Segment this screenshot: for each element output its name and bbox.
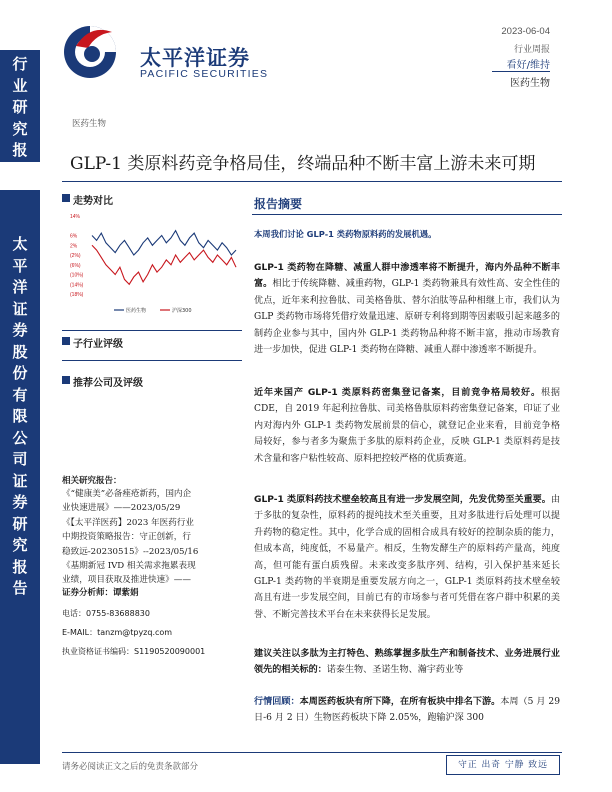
related-line: 稳致远-20230515》--2023/05/16 xyxy=(62,547,199,557)
header-sector: 医药生物 xyxy=(510,78,550,89)
series-line xyxy=(92,231,236,255)
paragraph-4-highlight: 建议关注以多肽为主打特色、熟练掌握多肽生产和制备技术、业务进展行业领先的相关标的： xyxy=(254,649,560,676)
paragraph-5-text: 本周（5 月 29 日-6 月 2 日）生物医药板块下降 2.05%，跑输沪深 300 xyxy=(254,697,560,724)
side-band-top-text: 行业研究报告 xyxy=(12,55,28,181)
page-title: GLP-1 类原料药竞争格局佳，终端品种不断丰富上游未来可期 xyxy=(70,154,536,174)
summary-divider xyxy=(252,214,562,215)
legend-label: 医药生物 xyxy=(126,308,147,314)
recommend-heading: 推荐公司及评级 xyxy=(73,378,143,389)
title-divider xyxy=(62,181,562,182)
sub-rating-heading: 子行业评级 xyxy=(73,339,123,350)
related-line: 《基期新冠 IVD 相关需求拖累表现 xyxy=(62,561,196,571)
paragraph-3-text: 由于多肽的复杂性，原料药的提纯技术至关重要，且对多肽进行后处理可以提升药物的稳定性。其中，化学合成的固相合成具有较好的控制杂质的能力，但成本高，纯度低，不易量产。相反，生物发酵生产的原料药产量高，纯度高，但可能有蛋白质残留。未来改变多肽序列、结构，引入保护基来延长 GLP-1 类药物的半衰期是重要发展方向之一，GLP-1 类原料药技术壁垒较高且有进一步发展空间，目前已有的市场参与者可凭借在客户群中积累的美誉、不断完善技术平台在未来获得长足发展。 xyxy=(254,495,560,620)
legend-label: 沪深300 xyxy=(172,308,192,314)
header-divider xyxy=(492,71,550,72)
related-line: 《“健康美”必备痤疮新药，国内企 xyxy=(62,489,192,499)
paragraph-3-highlight: GLP-1 类原料药技术壁垒较高且有进一步发展空间，先发优势至关重要。 xyxy=(254,495,551,505)
paragraph-4-text: 诺泰生物、圣诺生物、瀚宇药业等 xyxy=(326,665,464,676)
trend-bullet xyxy=(62,194,70,202)
summary-paragraph-2 xyxy=(254,385,560,467)
y-tick-label: (18%) xyxy=(70,292,84,298)
summary-title: 报告摘要 xyxy=(254,197,303,211)
summary-intro: 本周我们讨论 GLP-1 类药物原料药的发展机遇。 xyxy=(254,229,437,239)
summary-paragraph-5 xyxy=(254,694,560,727)
analyst-cert: 执业资格证书编码：S1190520090001 xyxy=(62,647,206,656)
side-band-bottom xyxy=(0,190,40,764)
paragraph-5-label: 行情回顾： xyxy=(254,697,300,707)
paragraph-5-highlight: 本周医药板块有所下降，在所有板块中排名下游。 xyxy=(299,697,501,707)
industry-rating: 看好/维持 xyxy=(506,60,550,71)
recommend-bullet xyxy=(62,376,70,384)
paragraph-1-highlight: GLP-1 类药物在降糖、减重人群中渗透率将不断提升，海内外品种不断丰富。 xyxy=(254,263,560,290)
footer-disclaimer: 请务必阅读正文之后的免责条款部分 xyxy=(62,762,199,772)
trend-heading: 走势对比 xyxy=(73,196,113,207)
y-tick-label: (10%) xyxy=(70,272,84,279)
sector-label: 医药生物 xyxy=(72,119,107,129)
y-tick-label: 6% xyxy=(70,233,78,240)
summary-paragraph-3 xyxy=(254,492,560,623)
related-line: 中期投资策略报告：守正创新，行 xyxy=(62,532,191,542)
related-reports-title: 相关研究报告： xyxy=(62,476,122,486)
sub-rating-divider xyxy=(62,360,242,361)
paragraph-2-highlight: 近年来国产 GLP-1 类原料药密集登记备案，目前竞争格局较好。 xyxy=(254,388,541,398)
report-date: 2023-06-04 xyxy=(501,26,550,37)
brand-name-en: PACIFIC SECURITIES xyxy=(140,68,269,80)
y-tick-label: (6%) xyxy=(70,262,81,269)
related-line: 业快速进展》——2023/05/29 xyxy=(62,503,181,513)
summary-paragraph-1 xyxy=(254,260,560,358)
summary-paragraph-4 xyxy=(254,646,560,679)
trend-chart xyxy=(70,210,240,326)
brand-name-cn: 太平洋证券 xyxy=(140,46,250,70)
y-tick-label: 14% xyxy=(70,214,81,220)
analyst-email: E-MAIL：tanzm@tpyzq.com xyxy=(62,628,173,637)
related-line: 《【太平洋医药】2023 年医药行业 xyxy=(62,518,195,528)
y-tick-label: (14%) xyxy=(70,282,84,289)
side-band-top xyxy=(0,50,40,181)
y-tick-label: 2% xyxy=(70,243,78,250)
paragraph-2-text: 根据 CDE，自 2019 年起利拉鲁肽、司美格鲁肽原料药密集登记备案，印证了业内对海内外 GLP-1 类药物发展前景的信心，就登记企业来看，目前竞争格局较好，参与者多为聚焦于多肽的原料药企业，反映 GLP-1 类原料药是技术含量和客户粘性较高、原料把控较严格的优质赛道。 xyxy=(254,388,560,464)
side-band-bottom-text: 太平洋证券股份有限公司证券研究报告 xyxy=(12,235,28,597)
trend-divider xyxy=(62,330,242,331)
footer-divider xyxy=(62,752,562,753)
sub-rating-bullet xyxy=(62,337,70,345)
footer-motto: 守正 出奇 宁静 致远 xyxy=(446,755,560,775)
y-tick-label: (2%) xyxy=(70,253,81,259)
analyst-name: 证券分析师：谭紫娟 xyxy=(62,588,139,598)
related-line: 业绩，项目获取及推进快速》—— xyxy=(62,575,191,585)
report-type: 行业周报 xyxy=(513,45,550,55)
analyst-phone: 电话：0755-83688830 xyxy=(62,609,150,618)
paragraph-1-text: 相比于传统降糖、减重药物，GLP-1 类药物兼具有效性高、安全性佳的优点，近年来利拉鲁肽、司美格鲁肽、替尔泊肽等品种相继上市，我们认为 GLP 类药物市场将凭借疗效量迅速、原研专利将到期等因素吸引起来越多的制药企业参与其中，国内外 GLP-1 类药物品种将不断丰富，推动市场教育进一步加快，促进 GLP-1 类药物在降糖、减重人群中渗透率不断提升。 xyxy=(254,279,560,356)
